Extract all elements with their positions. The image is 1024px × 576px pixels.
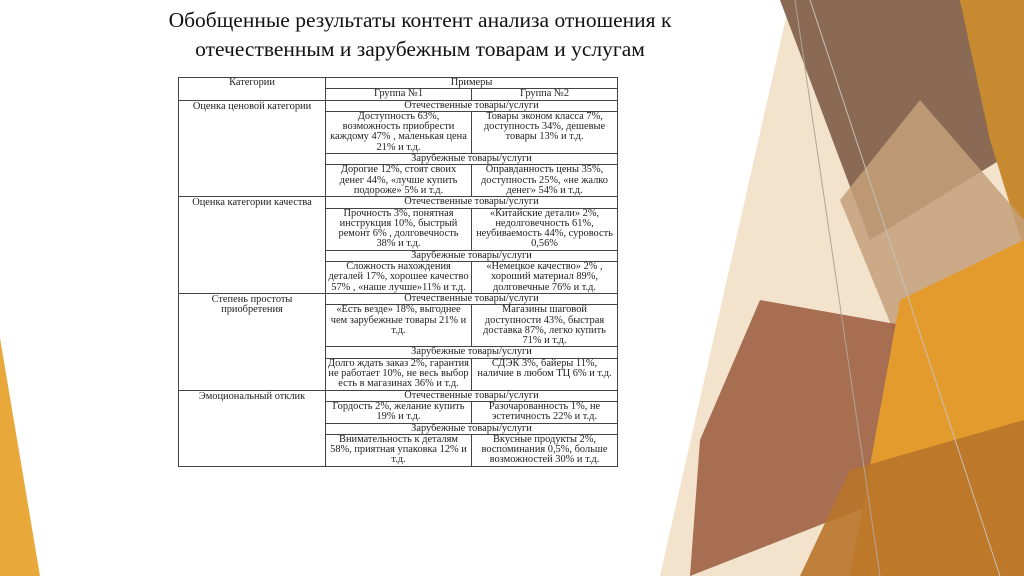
group-1-cell: Прочность 3%, понятная инструкция 10%, быстрый ремонт 6% , долговечность 38% и т.д. — [326, 208, 472, 250]
group-2-cell: Вкусные продукты 2%, воспоминания 0,5%, больше возможностей 30% и т.д. — [472, 434, 618, 466]
category-cell: Степень простоты приобретения — [179, 293, 326, 390]
title-line-2: отечественным и зарубежным товарам и услугам — [195, 37, 645, 61]
group-2-cell: Оправданность цены 35%, доступность 25%, «не жалко денег» 54% и т.д. — [472, 165, 618, 197]
header-group-1: Группа №1 — [326, 89, 472, 100]
category-cell: Оценка категории качества — [179, 197, 326, 294]
group-2-cell: Товары эконом класса 7%, доступность 34%, дешевые товары 13% и т.д. — [472, 111, 618, 153]
left-wedge-shape — [0, 338, 40, 576]
slide-title — [110, 6, 730, 64]
group-2-cell: Разочарованность 1%, не эстетичность 22% и т.д. — [472, 401, 618, 423]
section-label: Отечественные товары/услуги — [326, 100, 618, 111]
group-1-cell: Сложность нахождения деталей 17%, хорошее качество 57% , «наше лучше»11% и т.д. — [326, 262, 472, 294]
group-2-cell: «Китайские детали» 2%, недолговечность 61%, неубиваемость 44%, суровость 0,56% — [472, 208, 618, 250]
section-label: Отечественные товары/услуги — [326, 390, 618, 401]
category-cell: Эмоциональный отклик — [179, 390, 326, 466]
table-row — [179, 100, 618, 111]
header-group-2: Группа №2 — [472, 89, 618, 100]
group-2-cell: СДЭК 3%, байеры 11%, наличие в любом ТЦ 6% и т.д. — [472, 358, 618, 390]
group-1-cell: Гордость 2%, желание купить 19% и т.д. — [326, 401, 472, 423]
header-examples: Примеры — [326, 78, 618, 89]
section-label: Отечественные товары/услуги — [326, 293, 618, 304]
table-row — [179, 390, 618, 401]
group-1-cell: Дорогие 12%, стоят своих денег 44%, «лучше купить подороже» 5% и т.д. — [326, 165, 472, 197]
table-row — [179, 293, 618, 304]
section-label: Зарубежные товары/услуги — [326, 154, 618, 165]
section-label: Зарубежные товары/услуги — [326, 250, 618, 261]
group-1-cell: Внимательность к деталям 58%, приятная упаковка 12% и т.д. — [326, 434, 472, 466]
section-label: Зарубежные товары/услуги — [326, 347, 618, 358]
group-2-cell: «Немецкое качество» 2% , хороший материал 89%, долговечные 76% и т.д. — [472, 262, 618, 294]
group-1-cell: «Есть везде» 18%, выгоднее чем зарубежные товары 21% и т.д. — [326, 305, 472, 347]
section-label: Зарубежные товары/услуги — [326, 423, 618, 434]
table-row — [179, 197, 618, 208]
table-header-row — [179, 78, 618, 89]
group-2-cell: Магазины шаговой доступности 43%, быстрая доставка 87%, легко купить 71% и т.д. — [472, 305, 618, 347]
group-1-cell: Долго ждать заказ 2%, гарантия не работает 10%, не весь выбор есть в магазинах 36% и т.д. — [326, 358, 472, 390]
group-1-cell: Доступность 63%, возможность приобрести каждому 47% , маленькая цена 21% и т.д. — [326, 111, 472, 153]
results-table — [178, 77, 618, 467]
title-line-1: Обобщенные результаты контент анализа отношения к — [168, 8, 672, 32]
header-categories: Категории — [179, 78, 326, 101]
section-label: Отечественные товары/услуги — [326, 197, 618, 208]
category-cell: Оценка ценовой категории — [179, 100, 326, 197]
